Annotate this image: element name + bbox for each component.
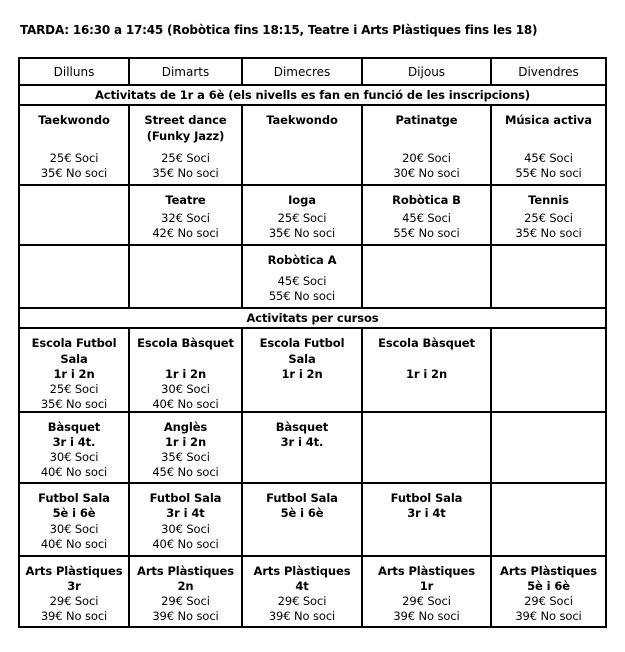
activity-name: Futbol Sala <box>266 491 338 505</box>
price-no-soci: 35€ No soci <box>40 166 108 180</box>
price-soci: 29€ Soci <box>277 594 327 608</box>
activity-cell <box>19 328 129 412</box>
table-row <box>19 105 606 185</box>
activity-cell <box>362 328 491 412</box>
price-no-soci: 35€ No soci <box>152 166 219 180</box>
activity-name: Bàsquet <box>275 420 329 434</box>
activity-cell <box>129 412 242 483</box>
activity-course: 3r <box>67 579 81 593</box>
price-no-soci: 55€ No soci <box>268 289 336 303</box>
activity-cell <box>491 412 606 483</box>
activity-cell <box>362 483 491 556</box>
table-row <box>19 245 606 308</box>
activity-course: 1r i 2n <box>281 367 323 381</box>
activity-name: Arts Plàstiques <box>500 564 597 578</box>
activity-name: Futbol Sala <box>149 491 222 505</box>
activity-cell <box>491 483 606 556</box>
activity-cell <box>129 483 242 556</box>
table-row <box>19 328 606 412</box>
price-soci: 25€ Soci <box>524 211 573 225</box>
activity-course: 4t <box>295 579 309 593</box>
price-no-soci: 55€ No soci <box>515 166 582 180</box>
section-header-row <box>19 308 606 328</box>
page-title: TARDA: 16:30 a 17:45 (Robòtica fins 18:15, Teatre i Arts Plàstiques fins les 18) <box>20 23 538 37</box>
activity-name: Escola Futbol Sala <box>31 336 117 366</box>
activity-name: Teatre <box>165 193 206 207</box>
activity-cell <box>242 556 362 627</box>
price-soci: 25€ Soci <box>49 382 99 396</box>
activity-cell <box>129 556 242 627</box>
day-header-dijous: Dijous <box>362 58 491 85</box>
activity-cell <box>362 105 491 185</box>
activity-cell <box>129 328 242 412</box>
activity-cell <box>242 483 362 556</box>
activity-course: 1r i 2n <box>405 367 448 381</box>
price-soci: 30€ Soci <box>49 450 99 464</box>
price-no-soci: 39€ No soci <box>393 609 460 623</box>
activity-course: 2n <box>177 579 194 593</box>
activity-cell <box>19 185 129 245</box>
activity-cell <box>491 185 606 245</box>
price-soci: 29€ Soci <box>524 594 573 608</box>
activity-name: Escola Bàsquet <box>137 336 234 350</box>
activity-course: 5è i 6è <box>527 579 570 593</box>
activity-name: Arts Plàstiques <box>25 564 123 578</box>
activity-cell <box>491 556 606 627</box>
price-no-soci: 39€ No soci <box>152 609 219 623</box>
price-no-soci: 39€ No soci <box>268 609 336 623</box>
activity-cell <box>242 328 362 412</box>
activity-name: Tennis <box>528 193 569 207</box>
price-no-soci: 45€ No soci <box>152 465 219 479</box>
activity-name: Ioga <box>288 193 316 207</box>
activity-course: 1r i 2n <box>164 435 207 449</box>
activity-name: Patinatge <box>395 113 458 127</box>
price-no-soci: 39€ No soci <box>515 609 582 623</box>
activity-name <box>494 335 603 367</box>
price-soci: 29€ Soci <box>49 594 99 608</box>
activity-cell <box>129 105 242 185</box>
price-soci: 25€ Soci <box>161 151 210 165</box>
activity-name: Anglès <box>163 420 208 434</box>
activity-name: Futbol Sala <box>38 491 110 505</box>
activity-name: Robòtica A <box>267 253 337 267</box>
price-no-soci: 35€ No soci <box>268 226 336 240</box>
price-no-soci: 39€ No soci <box>40 609 108 623</box>
price-no-soci: 40€ No soci <box>152 397 219 411</box>
activity-name: Arts Plàstiques <box>378 564 475 578</box>
activity-cell <box>242 412 362 483</box>
activity-cell <box>362 245 491 308</box>
activity-name: Escola Futbol Sala <box>259 336 345 366</box>
price-soci: 35€ Soci <box>161 450 210 464</box>
activity-cell <box>129 185 242 245</box>
activity-name: Taekwondo <box>38 113 110 127</box>
day-header-divendres: Divendres <box>491 58 606 85</box>
price-no-soci: 40€ No soci <box>40 465 108 479</box>
price-soci: 45€ Soci <box>402 211 451 225</box>
activity-cell <box>19 556 129 627</box>
price-soci: 29€ Soci <box>402 594 451 608</box>
activity-cell <box>362 556 491 627</box>
activity-cell <box>362 412 491 483</box>
activity-course: 1r <box>419 579 434 593</box>
activity-name: Taekwondo <box>266 113 338 127</box>
activity-cell <box>242 105 362 185</box>
day-header-dimecres: Dimecres <box>242 58 362 85</box>
table-row <box>19 185 606 245</box>
price-no-soci: 40€ No soci <box>40 537 108 551</box>
price-no-soci: 55€ No soci <box>393 226 460 240</box>
price-soci: 25€ Soci <box>277 211 327 225</box>
activity-cell <box>242 185 362 245</box>
activity-course: 5è i 6è <box>280 506 324 520</box>
activity-cell <box>129 245 242 308</box>
activity-name: Bàsquet <box>47 420 101 434</box>
activity-course: 3r i 4t. <box>52 435 96 449</box>
activity-course: 5è i 6è <box>52 506 96 520</box>
activity-course: 3r i 4t <box>166 506 205 520</box>
price-no-soci: 40€ No soci <box>152 537 219 551</box>
activity-name: Robòtica B <box>392 193 461 207</box>
day-header-dilluns: Dilluns <box>19 58 129 85</box>
price-no-soci: 35€ No soci <box>515 226 582 240</box>
activity-name: Arts Plàstiques <box>137 564 234 578</box>
section-header-courses: Activitats per cursos <box>19 308 606 328</box>
schedule-table <box>18 57 607 628</box>
activity-course: 1r i 2n <box>164 367 207 381</box>
day-header-row <box>19 58 606 85</box>
price-soci: 25€ Soci <box>49 151 99 165</box>
price-soci: 29€ Soci <box>161 594 210 608</box>
price-soci: 32€ Soci <box>161 211 210 225</box>
price-soci: 45€ Soci <box>277 274 327 288</box>
section-header-row <box>19 85 606 105</box>
activity-cell <box>19 483 129 556</box>
table-row <box>19 412 606 483</box>
activity-name: Arts Plàstiques <box>253 564 351 578</box>
activity-cell <box>19 245 129 308</box>
price-soci: 45€ Soci <box>524 151 573 165</box>
activity-cell <box>491 328 606 412</box>
activity-cell <box>19 105 129 185</box>
table-row <box>19 556 606 627</box>
activity-course: 3r i 4t <box>407 506 446 520</box>
price-no-soci: 30€ No soci <box>393 166 460 180</box>
activity-cell <box>491 245 606 308</box>
activity-name: Música activa <box>505 113 592 127</box>
activity-cell <box>242 245 362 308</box>
activity-cell <box>362 185 491 245</box>
activity-course: 3r i 4t. <box>280 435 324 449</box>
activity-name: Escola Bàsquet <box>378 336 475 350</box>
price-soci: 30€ Soci <box>49 522 99 536</box>
price-no-soci: 42€ No soci <box>152 226 219 240</box>
table-row <box>19 483 606 556</box>
activity-name: Street dance (Funky Jazz) <box>144 113 227 143</box>
activity-course: 1r i 2n <box>53 367 95 381</box>
activity-cell <box>491 105 606 185</box>
price-soci: 30€ Soci <box>161 382 210 396</box>
activity-cell <box>19 412 129 483</box>
price-soci: 20€ Soci <box>402 151 451 165</box>
price-no-soci: 35€ No soci <box>40 397 108 411</box>
price-soci: 30€ Soci <box>161 522 210 536</box>
section-header-levels: Activitats de 1r a 6è (els nivells es fan en funció de les inscripcions) <box>19 85 606 105</box>
day-header-dimarts: Dimarts <box>129 58 242 85</box>
activity-name: Futbol Sala <box>390 491 463 505</box>
